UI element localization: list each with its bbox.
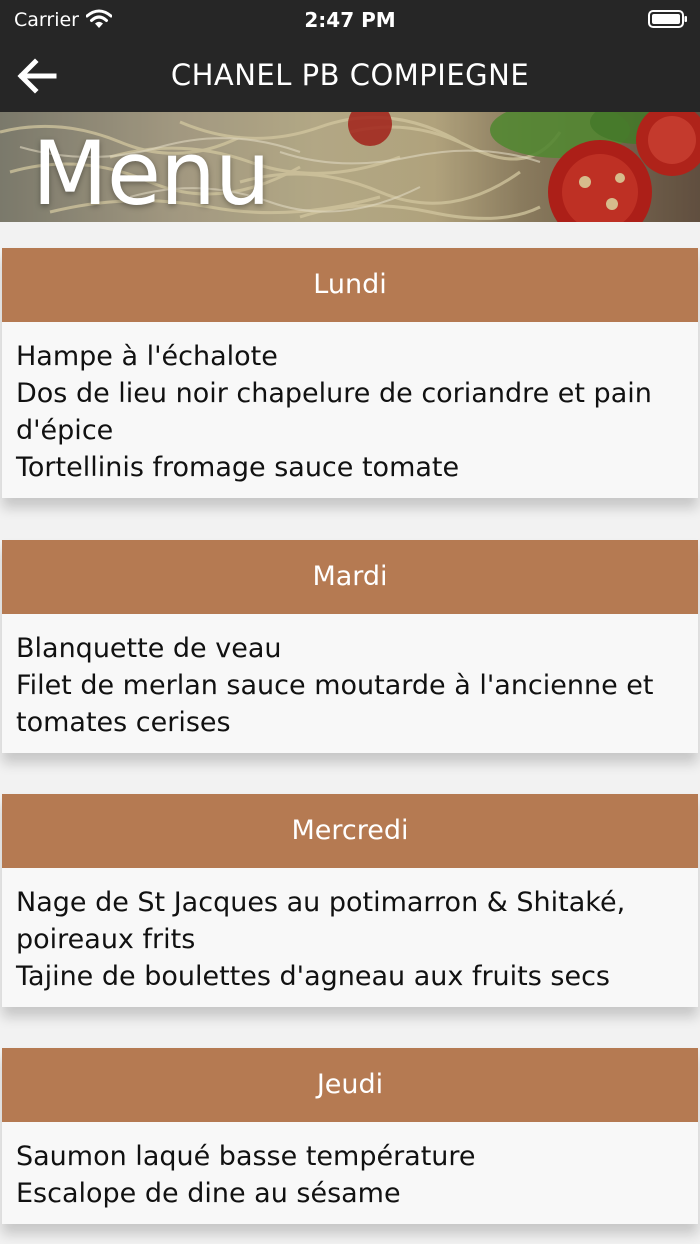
dish-item: Hampe à l'échalote (16, 341, 278, 372)
day-card-mardi (2, 540, 698, 753)
dish-item: Nage de St Jacques au potimarron & Shitaké, poireaux frits (16, 887, 626, 955)
day-card-jeudi (2, 1048, 698, 1224)
dish-item: Filet de merlan sauce moutarde à l'ancienne et tomates cerises (16, 670, 654, 738)
dish-list (2, 868, 698, 1007)
day-header: Mardi (2, 540, 698, 614)
dish-item: Tajine de boulettes d'agneau aux fruits secs (16, 961, 610, 992)
navigation-bar (0, 40, 700, 112)
battery-icon (648, 9, 688, 29)
dish-list (2, 322, 698, 498)
dish-list (2, 1122, 698, 1224)
dish-item: Escalope de dine au sésame (16, 1178, 401, 1209)
day-header: Lundi (2, 248, 698, 322)
day-header: Mercredi (2, 794, 698, 868)
menu-hero-banner (0, 112, 700, 222)
menu-list (0, 222, 700, 1244)
page-title: CHANEL PB COMPIEGNE (170, 58, 530, 92)
status-bar (0, 0, 700, 40)
day-card-mercredi (2, 794, 698, 1007)
day-header: Jeudi (2, 1048, 698, 1122)
dish-item: Blanquette de veau (16, 633, 282, 664)
dish-list (2, 614, 698, 753)
dish-item: Dos de lieu noir chapelure de coriandre et pain d'épice (16, 378, 652, 446)
day-card-lundi (2, 248, 698, 498)
carrier-label: Carrier (14, 9, 79, 31)
dish-item: Tortellinis fromage sauce tomate (16, 452, 460, 483)
menu-heading: Menu (32, 122, 270, 222)
dish-item: Saumon laqué basse température (16, 1141, 476, 1172)
status-time: 2:47 PM (304, 8, 396, 32)
